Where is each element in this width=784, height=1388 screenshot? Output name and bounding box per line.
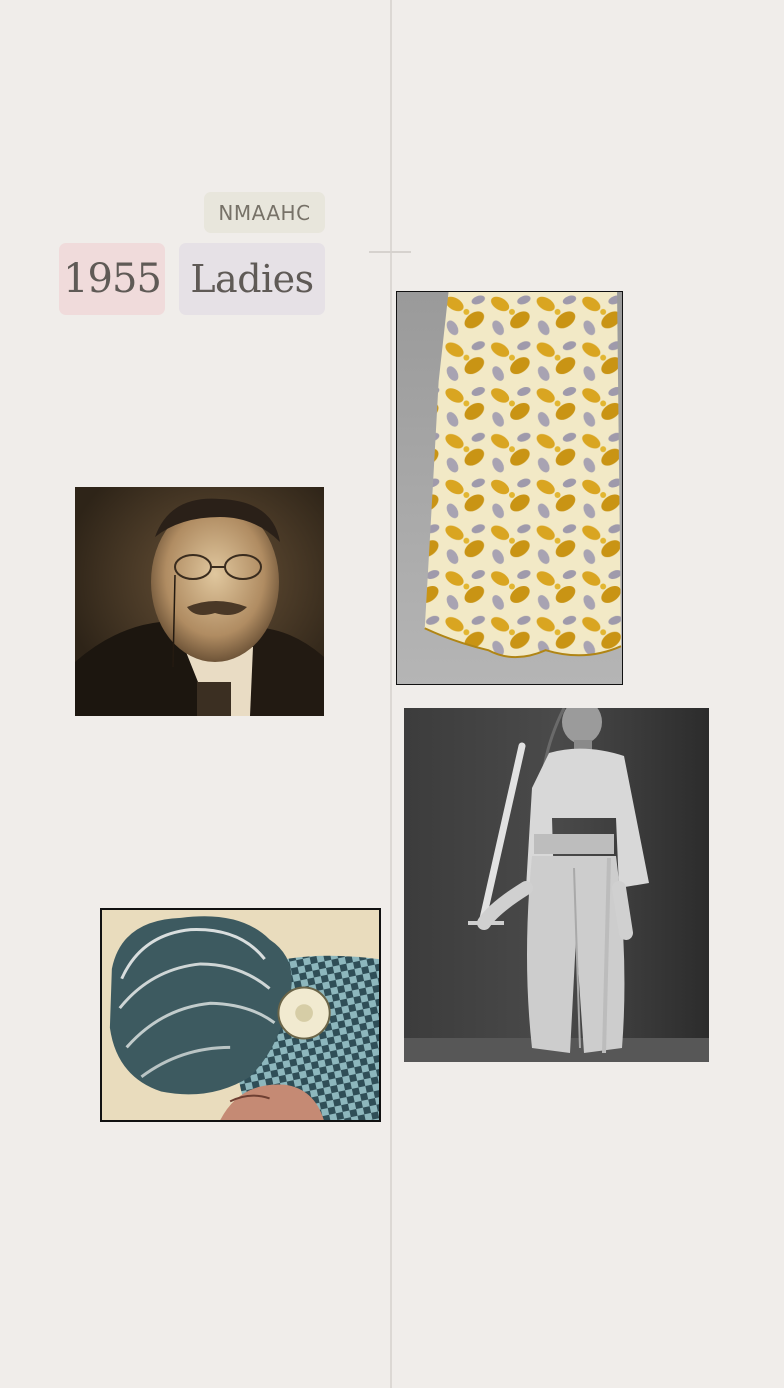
hat-artwork <box>102 910 379 1120</box>
skirt-image[interactable] <box>396 291 623 685</box>
title-chip[interactable]: Ladies <box>179 243 325 315</box>
source-tag[interactable]: NMAAHC <box>204 192 325 233</box>
skirt-artwork <box>397 292 622 684</box>
soldier-image[interactable] <box>404 708 709 1062</box>
portrait-artwork <box>75 487 324 716</box>
timeline-axis <box>390 0 392 1388</box>
portrait-image[interactable] <box>75 487 324 716</box>
hat-illustration-image[interactable] <box>100 908 381 1122</box>
timeline-tick <box>369 251 411 253</box>
soldier-artwork <box>404 708 709 1062</box>
year-chip[interactable]: 1955 <box>59 243 165 315</box>
